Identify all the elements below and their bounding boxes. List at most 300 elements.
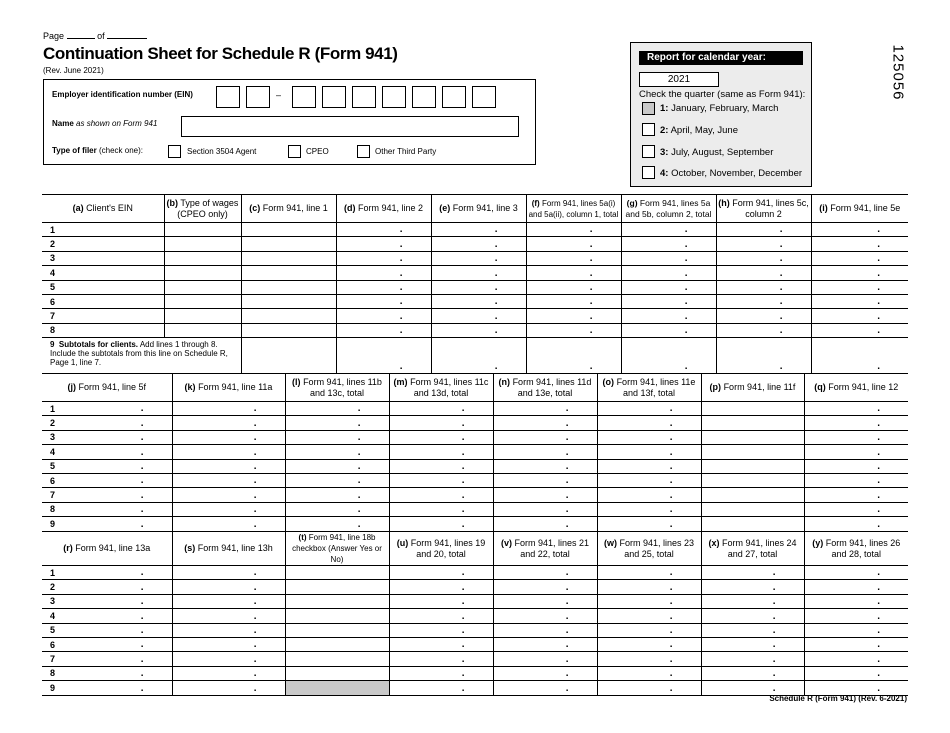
row-cell[interactable] <box>285 488 389 502</box>
row-cell[interactable] <box>493 594 597 608</box>
row-cell[interactable] <box>716 323 811 337</box>
row-cell[interactable] <box>493 445 597 459</box>
row-cell[interactable] <box>336 323 431 337</box>
row-cell[interactable] <box>621 309 716 323</box>
row-cell[interactable] <box>493 681 597 695</box>
row-cell[interactable] <box>389 459 493 473</box>
row-cell[interactable] <box>701 459 804 473</box>
row-cell[interactable] <box>493 609 597 623</box>
decimal-point: . <box>565 567 569 579</box>
row-cell[interactable] <box>716 309 811 323</box>
row-cell[interactable] <box>241 309 336 323</box>
col-header-h: (h) Form 941, lines 5c, column 2 <box>716 195 811 223</box>
row-cell[interactable] <box>241 251 336 265</box>
ein-digit-box[interactable] <box>382 86 406 108</box>
row-cell[interactable] <box>716 294 811 308</box>
row-cell[interactable] <box>701 517 804 531</box>
decimal-point: . <box>565 668 569 680</box>
row-cell[interactable] <box>716 223 811 237</box>
row-cell[interactable] <box>336 237 431 251</box>
row-cell[interactable] <box>597 609 701 623</box>
row-cell[interactable] <box>621 294 716 308</box>
row-cell-first[interactable] <box>42 637 172 651</box>
row-cell[interactable] <box>804 445 908 459</box>
row-cell[interactable] <box>285 594 389 608</box>
row-cell[interactable] <box>804 666 908 680</box>
quarter-checkbox-4[interactable] <box>642 166 655 179</box>
row-cell[interactable] <box>164 223 241 237</box>
row-cell[interactable] <box>811 309 908 323</box>
row-cell[interactable] <box>493 402 597 416</box>
row-cell[interactable] <box>804 652 908 666</box>
quarter-option-4 <box>660 168 802 179</box>
row-cell[interactable] <box>164 323 241 337</box>
row-cell[interactable] <box>172 445 285 459</box>
row-cell[interactable] <box>701 402 804 416</box>
row-cell[interactable] <box>285 445 389 459</box>
row-cell[interactable] <box>389 416 493 430</box>
filer-checkbox-section-3504[interactable] <box>168 145 181 158</box>
row-cell[interactable] <box>241 323 336 337</box>
row-cell[interactable] <box>493 666 597 680</box>
decimal-point: . <box>779 224 783 236</box>
table-row <box>42 488 908 502</box>
row-cell[interactable] <box>285 517 389 531</box>
row-cell-first[interactable] <box>42 223 164 237</box>
page-number-field[interactable] <box>67 38 95 39</box>
row-cell[interactable] <box>389 623 493 637</box>
row-cell[interactable] <box>526 237 621 251</box>
row-cell-first[interactable] <box>42 623 172 637</box>
row-cell[interactable] <box>172 473 285 487</box>
row-cell[interactable] <box>811 266 908 280</box>
col-header-d: (d) Form 941, line 2 <box>336 195 431 223</box>
row-cell[interactable] <box>804 580 908 594</box>
row-cell[interactable] <box>336 309 431 323</box>
row-cell[interactable] <box>172 623 285 637</box>
row-cell[interactable] <box>597 566 701 580</box>
row-cell[interactable] <box>701 430 804 444</box>
decimal-point: . <box>565 417 569 429</box>
subtotal-cell[interactable]: . <box>336 338 431 374</box>
row-cell-first[interactable] <box>42 459 172 473</box>
row-cell[interactable] <box>493 430 597 444</box>
row-cell[interactable] <box>164 266 241 280</box>
row-cell[interactable] <box>431 251 526 265</box>
row-cell[interactable] <box>811 280 908 294</box>
row-cell[interactable] <box>389 609 493 623</box>
row-cell[interactable] <box>804 473 908 487</box>
row-cell[interactable] <box>701 445 804 459</box>
row-cell[interactable] <box>701 609 804 623</box>
row-number: 6 <box>50 475 56 486</box>
row-cell-first[interactable] <box>42 566 172 580</box>
row-cell-first[interactable] <box>42 517 172 531</box>
row-cell-first[interactable] <box>42 609 172 623</box>
row-cell[interactable] <box>285 430 389 444</box>
row-cell[interactable] <box>241 294 336 308</box>
row-cell[interactable] <box>804 430 908 444</box>
row-cell[interactable] <box>389 594 493 608</box>
row-cell[interactable] <box>701 594 804 608</box>
row-cell[interactable] <box>811 237 908 251</box>
row-cell[interactable] <box>597 502 701 516</box>
row-cell[interactable] <box>526 266 621 280</box>
ein-digit-box[interactable] <box>216 86 240 108</box>
row-cell[interactable] <box>431 237 526 251</box>
row-cell[interactable] <box>701 416 804 430</box>
row-cell[interactable] <box>285 580 389 594</box>
row-cell[interactable] <box>172 566 285 580</box>
row-cell[interactable] <box>164 251 241 265</box>
row-cell[interactable] <box>811 294 908 308</box>
row-cell[interactable] <box>389 666 493 680</box>
row-cell[interactable] <box>389 681 493 695</box>
decimal-point: . <box>565 596 569 608</box>
row-cell[interactable] <box>285 402 389 416</box>
row-cell[interactable] <box>389 580 493 594</box>
row-cell[interactable] <box>389 517 493 531</box>
row-cell[interactable] <box>172 459 285 473</box>
row-cell[interactable] <box>597 473 701 487</box>
row-cell[interactable] <box>164 237 241 251</box>
row-cell[interactable] <box>389 566 493 580</box>
row-cell[interactable] <box>285 652 389 666</box>
row-cell[interactable] <box>621 323 716 337</box>
row-cell[interactable] <box>701 473 804 487</box>
row-cell[interactable] <box>701 681 804 695</box>
row-cell-first[interactable] <box>42 251 164 265</box>
col-header-j: (j) Form 941, line 5f <box>42 374 172 402</box>
row-number: 9 <box>50 518 56 529</box>
decimal-point: . <box>461 403 465 415</box>
row-cell[interactable] <box>701 652 804 666</box>
row-cell[interactable] <box>336 251 431 265</box>
row-cell-first[interactable] <box>42 473 172 487</box>
calendar-year-input[interactable]: 2021 <box>639 72 719 87</box>
row-cell[interactable] <box>493 652 597 666</box>
row-cell[interactable] <box>336 294 431 308</box>
decimal-point: . <box>461 624 465 636</box>
row-cell[interactable] <box>172 502 285 516</box>
col-header-e: (e) Form 941, line 3 <box>431 195 526 223</box>
row-cell[interactable] <box>493 623 597 637</box>
col-header-r: (r) Form 941, line 13a <box>42 532 172 566</box>
row-cell[interactable] <box>804 488 908 502</box>
decimal-point: . <box>461 475 465 487</box>
row-cell[interactable] <box>285 566 389 580</box>
row-cell[interactable] <box>172 652 285 666</box>
row-cell[interactable] <box>241 237 336 251</box>
row-cell[interactable] <box>701 580 804 594</box>
row-number: 1 <box>50 224 56 235</box>
row-cell[interactable] <box>597 580 701 594</box>
row-cell[interactable] <box>621 280 716 294</box>
row-cell[interactable] <box>701 566 804 580</box>
quarter-checkbox-3[interactable] <box>642 145 655 158</box>
decimal-point: . <box>772 653 776 665</box>
quarter-checkbox-2[interactable] <box>642 123 655 136</box>
row-cell[interactable] <box>804 566 908 580</box>
decimal-point: . <box>565 610 569 622</box>
row-cell[interactable] <box>172 681 285 695</box>
row-cell[interactable] <box>389 502 493 516</box>
row-cell[interactable] <box>493 416 597 430</box>
row-cell-first[interactable] <box>42 580 172 594</box>
row-cell[interactable] <box>493 459 597 473</box>
row-cell[interactable] <box>164 280 241 294</box>
row-cell-first[interactable] <box>42 309 164 323</box>
row-cell[interactable] <box>336 280 431 294</box>
decimal-point: . <box>877 417 880 429</box>
ein-digit-box[interactable] <box>472 86 496 108</box>
row-cell[interactable] <box>172 637 285 651</box>
row-cell[interactable] <box>431 280 526 294</box>
row-cell-first[interactable] <box>42 237 164 251</box>
col-header-b: (b) Type of wages (CPEO only) <box>164 195 241 223</box>
decimal-point: . <box>565 475 569 487</box>
row-cell-first[interactable] <box>42 445 172 459</box>
filer-checkbox-cpeo[interactable] <box>288 145 301 158</box>
row-cell[interactable] <box>431 223 526 237</box>
row-number: 7 <box>50 654 56 665</box>
row-cell[interactable] <box>285 609 389 623</box>
row-cell[interactable] <box>493 566 597 580</box>
row-cell[interactable] <box>241 280 336 294</box>
row-cell[interactable] <box>597 652 701 666</box>
row-cell[interactable] <box>804 517 908 531</box>
row-cell[interactable] <box>285 666 389 680</box>
subtotal-text: Add lines 1 through 8. Include the subtotals from this line on Schedule R, Page 1, line 7. <box>50 340 228 368</box>
row-number: 7 <box>50 490 56 501</box>
row-cell[interactable] <box>389 430 493 444</box>
row-cell[interactable] <box>285 459 389 473</box>
row-cell-first[interactable] <box>42 652 172 666</box>
row-cell[interactable] <box>241 223 336 237</box>
row-cell[interactable] <box>526 294 621 308</box>
row-cell[interactable] <box>172 609 285 623</box>
decimal-point: . <box>565 518 569 530</box>
row-cell[interactable] <box>336 223 431 237</box>
row-cell[interactable] <box>389 652 493 666</box>
col-header-l: (l) Form 941, lines 11b and 13c, total <box>285 374 389 402</box>
row-cell[interactable] <box>526 223 621 237</box>
row-cell[interactable] <box>526 309 621 323</box>
row-cell-first[interactable] <box>42 294 164 308</box>
ein-dash: – <box>276 90 282 100</box>
row-cell[interactable] <box>597 459 701 473</box>
row-cell[interactable] <box>172 517 285 531</box>
row-cell[interactable] <box>164 294 241 308</box>
row-cell[interactable] <box>804 681 908 695</box>
decimal-point: . <box>779 281 783 293</box>
row-cell-first[interactable] <box>42 266 164 280</box>
row-cell[interactable] <box>389 402 493 416</box>
row-cell[interactable] <box>701 488 804 502</box>
row-cell[interactable] <box>389 445 493 459</box>
ein-digit-box[interactable] <box>322 86 346 108</box>
row-cell[interactable] <box>621 223 716 237</box>
ein-digit-box[interactable] <box>292 86 316 108</box>
row-cell[interactable] <box>285 681 389 695</box>
decimal-point: . <box>877 639 880 651</box>
row-cell-first[interactable] <box>42 402 172 416</box>
ein-digit-box[interactable] <box>246 86 270 108</box>
row-cell[interactable] <box>431 323 526 337</box>
row-cell[interactable] <box>285 473 389 487</box>
ein-digit-box[interactable] <box>412 86 436 108</box>
row-cell[interactable] <box>389 488 493 502</box>
row-cell-first[interactable] <box>42 430 172 444</box>
row-cell[interactable] <box>172 666 285 680</box>
row-cell[interactable] <box>493 580 597 594</box>
row-cell[interactable] <box>621 266 716 280</box>
subtotal-cell[interactable]: . <box>431 338 526 374</box>
row-cell[interactable] <box>285 637 389 651</box>
row-cell[interactable] <box>597 666 701 680</box>
row-cell[interactable] <box>172 580 285 594</box>
row-cell[interactable] <box>597 445 701 459</box>
decimal-point: . <box>877 432 880 444</box>
col-header-w: (w) Form 941, lines 23 and 25, total <box>597 532 701 566</box>
table-row <box>42 294 908 308</box>
row-cell[interactable] <box>526 251 621 265</box>
decimal-point: . <box>253 567 257 579</box>
row-cell[interactable] <box>164 309 241 323</box>
subtotal-cell[interactable]: . <box>716 338 811 374</box>
row-cell[interactable] <box>811 323 908 337</box>
page-total-field[interactable] <box>107 38 147 39</box>
row-cell[interactable] <box>597 416 701 430</box>
decimal-point: . <box>253 653 257 665</box>
row-cell[interactable] <box>701 637 804 651</box>
row-cell[interactable] <box>716 280 811 294</box>
table-r-to-y <box>42 531 908 696</box>
row-cell[interactable] <box>804 623 908 637</box>
row-cell[interactable] <box>172 430 285 444</box>
row-cell[interactable] <box>431 294 526 308</box>
quarter-option-1 <box>660 103 778 114</box>
row-cell[interactable] <box>804 459 908 473</box>
row-cell[interactable] <box>701 623 804 637</box>
ein-digit-box[interactable] <box>352 86 376 108</box>
row-cell[interactable] <box>716 237 811 251</box>
subtotal-cell[interactable]: . <box>526 338 621 374</box>
row-cell[interactable] <box>493 473 597 487</box>
row-cell[interactable] <box>597 517 701 531</box>
quarter-checkbox-1[interactable] <box>642 102 655 115</box>
row-cell[interactable] <box>285 623 389 637</box>
row-cell[interactable] <box>811 251 908 265</box>
row-cell[interactable] <box>597 637 701 651</box>
row-cell[interactable] <box>493 637 597 651</box>
row-cell-first[interactable] <box>42 594 172 608</box>
row-cell[interactable] <box>716 266 811 280</box>
decimal-point: . <box>877 296 880 308</box>
row-cell[interactable] <box>431 266 526 280</box>
row-cell[interactable] <box>526 323 621 337</box>
decimal-point: . <box>877 489 880 501</box>
row-cell-first[interactable] <box>42 323 164 337</box>
subtotal-cell[interactable]: . <box>621 338 716 374</box>
row-cell-first[interactable] <box>42 666 172 680</box>
decimal-point: . <box>565 489 569 501</box>
row-cell[interactable] <box>389 473 493 487</box>
row-cell[interactable] <box>526 280 621 294</box>
row-cell[interactable] <box>172 594 285 608</box>
subtotal-cell[interactable]: . <box>811 338 908 374</box>
row-cell[interactable] <box>804 502 908 516</box>
row-cell[interactable] <box>701 666 804 680</box>
decimal-point: . <box>669 581 673 593</box>
decimal-point: . <box>669 624 673 636</box>
row-cell[interactable] <box>701 502 804 516</box>
table-row <box>42 637 908 651</box>
row-cell[interactable] <box>597 681 701 695</box>
row-cell[interactable] <box>804 594 908 608</box>
row-cell[interactable] <box>804 402 908 416</box>
row-cell[interactable] <box>811 223 908 237</box>
row-cell[interactable] <box>621 237 716 251</box>
row-cell[interactable] <box>285 502 389 516</box>
row-cell[interactable] <box>804 416 908 430</box>
filer-checkbox-other[interactable] <box>357 145 370 158</box>
decimal-point: . <box>772 581 776 593</box>
row-cell[interactable] <box>493 502 597 516</box>
decimal-point: . <box>399 325 403 337</box>
decimal-point: . <box>253 432 257 444</box>
row-cell[interactable] <box>621 251 716 265</box>
row-cell[interactable] <box>716 251 811 265</box>
row-cell-first[interactable] <box>42 681 172 695</box>
subtotal-cell[interactable] <box>241 338 336 374</box>
row-cell[interactable] <box>597 430 701 444</box>
row-cell[interactable] <box>431 309 526 323</box>
row-cell[interactable] <box>493 517 597 531</box>
decimal-point: . <box>565 653 569 665</box>
row-cell-first[interactable] <box>42 502 172 516</box>
row-cell-first[interactable] <box>42 488 172 502</box>
row-cell[interactable] <box>172 488 285 502</box>
decimal-point: . <box>399 281 403 293</box>
decimal-point: . <box>253 610 257 622</box>
row-cell[interactable] <box>285 416 389 430</box>
decimal-point: . <box>684 310 688 322</box>
decimal-point: . <box>494 267 498 279</box>
decimal-point: . <box>461 417 465 429</box>
table-row <box>42 517 908 531</box>
col-header-t: (t) Form 941, line 18b checkbox (Answer Yes or No) <box>285 532 389 566</box>
row-cell[interactable] <box>389 637 493 651</box>
row-cell[interactable] <box>241 266 336 280</box>
row-cell[interactable] <box>336 266 431 280</box>
row-cell-first[interactable] <box>42 280 164 294</box>
name-input[interactable] <box>181 116 519 137</box>
row-cell[interactable] <box>597 594 701 608</box>
row-cell[interactable] <box>804 609 908 623</box>
row-cell[interactable] <box>597 402 701 416</box>
row-cell-first[interactable] <box>42 416 172 430</box>
row-cell[interactable] <box>597 623 701 637</box>
row-cell[interactable] <box>493 488 597 502</box>
row-cell[interactable] <box>597 488 701 502</box>
row-cell[interactable] <box>172 416 285 430</box>
decimal-point: . <box>140 624 144 636</box>
row-cell[interactable] <box>804 637 908 651</box>
quarter-num-4: 4: <box>660 168 669 179</box>
row-cell[interactable] <box>172 402 285 416</box>
ein-digit-box[interactable] <box>442 86 466 108</box>
